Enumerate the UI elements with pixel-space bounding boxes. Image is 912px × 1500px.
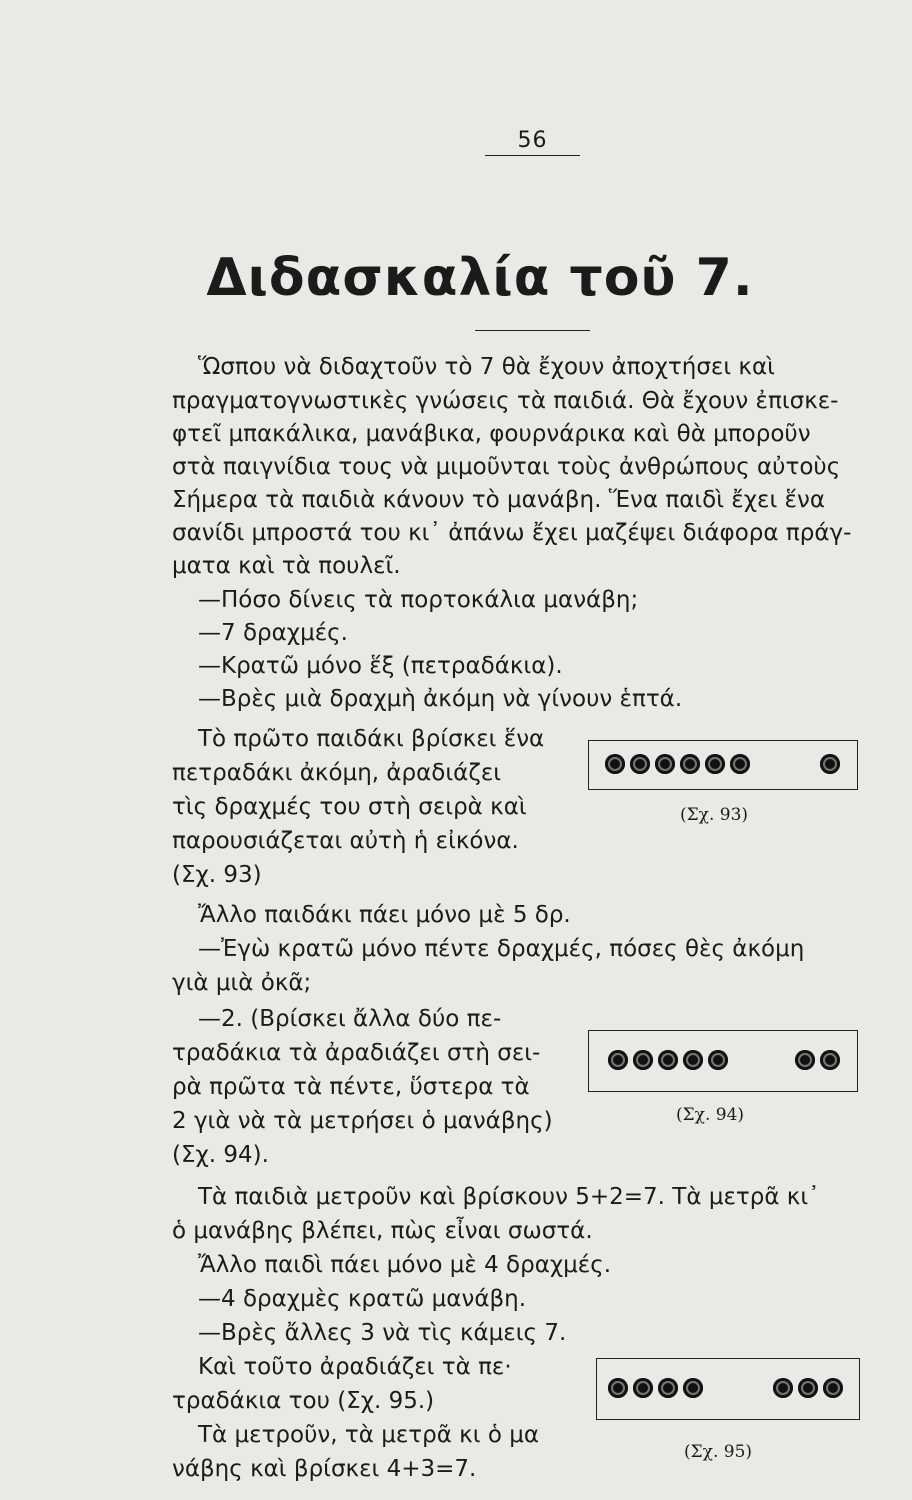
dot: [658, 1050, 678, 1070]
dialogue-line: —2. (Βρίσκει ἄλλα δύο πε-: [198, 1006, 502, 1032]
intro-line: Ὥσπου νὰ διδαχτοῦν τὸ 7 θὰ ἔχουν ἀποχτήσει καὶ: [198, 354, 775, 380]
dot: [630, 754, 650, 774]
dot: [655, 754, 675, 774]
dialogue-line: —Κρατῶ μόνο ἕξ (πετραδάκια).: [198, 653, 563, 679]
dot: [683, 1050, 703, 1070]
dialogue-line: —7 δραχμές.: [198, 620, 348, 646]
dot: [680, 754, 700, 774]
figure-93-caption: (Σχ. 93): [680, 805, 749, 825]
dot: [773, 1378, 793, 1398]
dot: [820, 754, 840, 774]
dialogue-line: —Βρὲς μιὰ δραχμὴ ἀκόμη νὰ γίνουν ἑπτά.: [198, 686, 683, 712]
dialogue-line: —Βρὲς ἄλλες 3 νὰ τὶς κάμεις 7.: [198, 1320, 567, 1346]
dot: [608, 1050, 628, 1070]
dot: [705, 754, 725, 774]
lesson-title: Διδασκαλία τοῦ 7.: [206, 248, 754, 308]
figure-94-dots-group-2: [795, 1050, 840, 1070]
intro-line: στὰ παιγνίδια τους νὰ μιμοῦνται τοὺς ἀνθρώπους αὐτοὺς: [172, 454, 841, 480]
intro-line: Σήμερα τὰ παιδιὰ κάνουν τὸ μανάβη. Ἕνα παιδὶ ἔχει ἕνα: [172, 487, 825, 513]
intro-line: ματα καὶ τὰ πουλεῖ.: [172, 553, 401, 579]
figure-95-dots-group-1: [608, 1378, 703, 1398]
text-line: τὶς δραχμές του στὴ σειρὰ καὶ: [172, 794, 527, 820]
dot: [633, 1378, 653, 1398]
text-line: (Σχ. 93): [172, 862, 262, 888]
text-line: Ἄλλο παιδὶ πάει μόνο μὲ 4 δραχμές.: [198, 1252, 612, 1278]
dialogue-line: —Ἐγὼ κρατῶ μόνο πέντε δραχμές, πόσες θὲς ἀκόμη: [198, 936, 805, 962]
intro-line: φτεῖ μπακάλικα, μανάβικα, φουρνάρικα καὶ θὰ μποροῦν: [172, 421, 811, 447]
figure-94-dots-group-1: [608, 1050, 728, 1070]
text-line: πετραδάκι ἀκόμη, ἀραδιάζει: [172, 760, 502, 786]
figure-95-caption: (Σχ. 95): [684, 1442, 753, 1462]
text-line: νάβης καὶ βρίσκει 4+3=7.: [172, 1456, 477, 1482]
figure-94-caption: (Σχ. 94): [676, 1105, 745, 1125]
dot: [633, 1050, 653, 1070]
dot: [820, 1050, 840, 1070]
figure-93-dots-group-1: [605, 754, 750, 774]
text-line: τραδάκια τὰ ἀραδιάζει στὴ σει-: [172, 1040, 541, 1066]
figure-95-dots-group-2: [773, 1378, 843, 1398]
text-line: Τὸ πρῶτο παιδάκι βρίσκει ἕνα: [198, 726, 545, 752]
text-line: ὁ μανάβης βλέπει, πὼς εἶναι σωστά.: [172, 1218, 593, 1244]
text-line: 2 γιὰ νὰ τὰ μετρήσει ὁ μανάβης): [172, 1108, 553, 1134]
text-line: παρουσιάζεται αὐτὴ ἡ εἰκόνα.: [172, 828, 519, 854]
dot: [798, 1378, 818, 1398]
text-line: γιὰ μιὰ ὀκᾶ;: [172, 970, 312, 996]
page-number: 56: [485, 128, 580, 156]
dialogue-line: —4 δραχμὲς κρατῶ μανάβη.: [198, 1286, 527, 1312]
text-line: τραδάκια του (Σχ. 95.): [172, 1388, 435, 1414]
text-line: ρὰ πρῶτα τὰ πέντε, ὕστερα τὰ: [172, 1074, 530, 1100]
text-line: Ἄλλο παιδάκι πάει μόνο μὲ 5 δρ.: [198, 902, 571, 928]
dot: [605, 754, 625, 774]
dot: [708, 1050, 728, 1070]
text-line: Τὰ μετροῦν, τὰ μετρᾶ κι ὁ μα: [198, 1422, 540, 1448]
title-rule: [475, 330, 590, 331]
dot: [683, 1378, 703, 1398]
dot: [795, 1050, 815, 1070]
text-line: (Σχ. 94).: [172, 1142, 269, 1168]
intro-line: σανίδι μπροστά του κι᾿ ἀπάνω ἔχει μαζέψει διάφορα πράγ-: [172, 520, 852, 546]
dot: [608, 1378, 628, 1398]
figure-93-dots-group-2: [820, 754, 840, 774]
text-line: Καὶ τοῦτο ἀραδιάζει τὰ πε·: [198, 1354, 512, 1380]
text-line: Τὰ παιδιὰ μετροῦν καὶ βρίσκουν 5+2=7. Τὰ μετρᾶ κι᾿: [198, 1184, 820, 1210]
dialogue-line: —Πόσο δίνεις τὰ πορτοκάλια μανάβη;: [198, 587, 639, 613]
intro-line: πραγματογνωστικὲς γνώσεις τὰ παιδιά. Θὰ ἔχουν ἐπισκε-: [172, 388, 839, 414]
dot: [823, 1378, 843, 1398]
dot: [730, 754, 750, 774]
dot: [658, 1378, 678, 1398]
